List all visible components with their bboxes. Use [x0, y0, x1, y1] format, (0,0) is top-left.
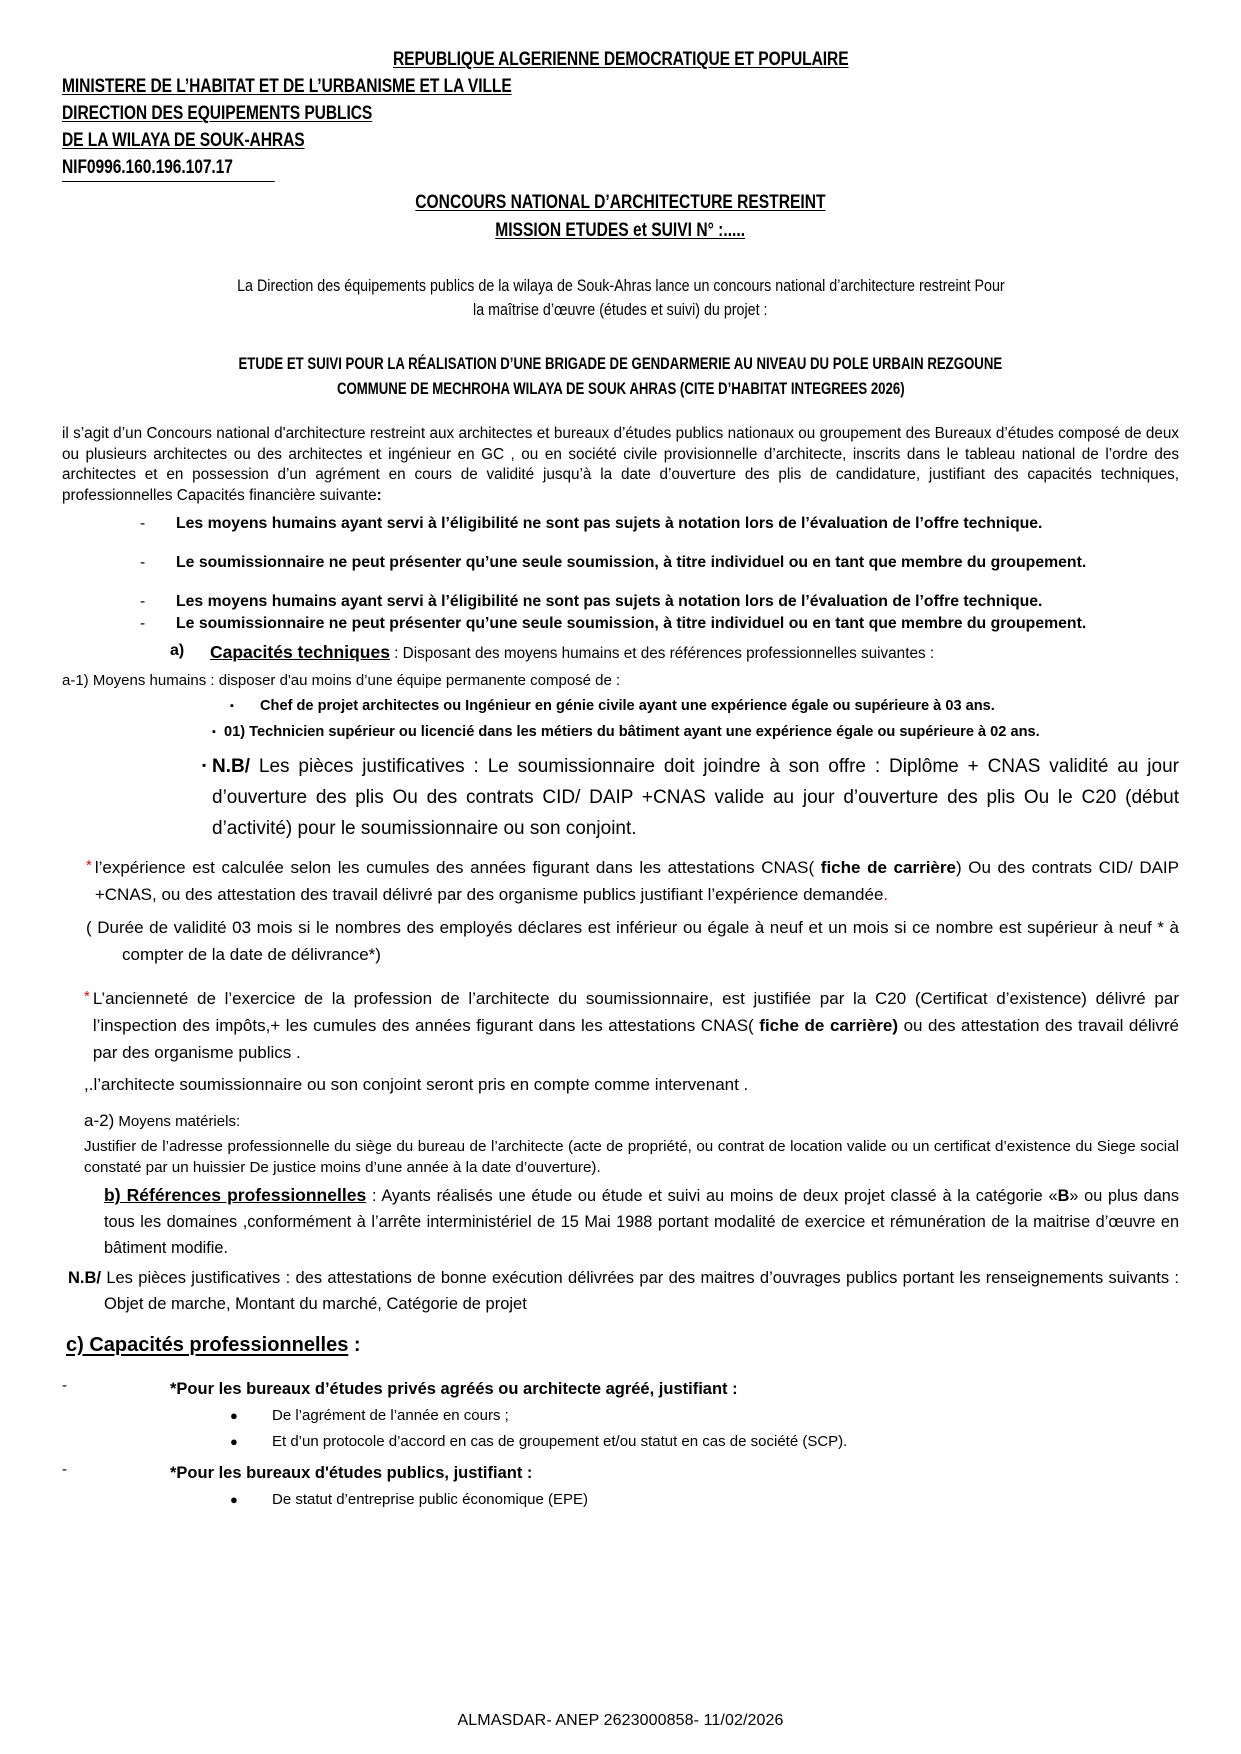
- section-b-part1: : Ayants réalisés une étude ou étude et suivi au moins de deux projet classé à la catégorie «: [366, 1187, 1058, 1205]
- dash-item-text: Les moyens humains ayant servi à l’éligibilité ne sont pas sujets à notation lors de l’évaluation de l’offre technique.: [176, 515, 1043, 532]
- nb-label: N.B/: [212, 756, 250, 777]
- list-item: [140, 513, 1179, 534]
- header-line-nif: [62, 154, 1179, 182]
- project-title-line-2: [62, 377, 1179, 402]
- intro-line-1: [62, 274, 1179, 298]
- note-anciennete-bold: fiche de carrière): [759, 1016, 898, 1035]
- header-line-direction: [62, 100, 1179, 127]
- intro-paragraph: [62, 424, 1179, 506]
- project-title-line-1: [62, 352, 1179, 377]
- note-anciennete-block: [84, 985, 1179, 1066]
- square-bullet-icon: ▪: [212, 726, 216, 738]
- note-experience-part2: ) Ou des contrats CID/ DAIP +CNAS, ou des attestation des travail délivré par des organisme publics justifiant l’expérience demandée: [94, 858, 1179, 904]
- list-item: [230, 1489, 1179, 1511]
- title-concours-text: CONCOURS NATIONAL D’ARCHITECTURE RESTREINT: [415, 191, 826, 213]
- document-header: [62, 46, 1179, 182]
- section-c-heading-text: c) Capacités professionnelles: [66, 1333, 349, 1356]
- intro-paragraph-colon: :: [376, 486, 382, 504]
- section-a2-title: Moyens matériels:: [114, 1113, 241, 1130]
- intro-line-1-text: La Direction des équipements publics de la wilaya de Souk-Ahras lance un concours national d’architecture restreint Pour: [236, 276, 1005, 295]
- header-line-wilaya: [62, 127, 1179, 154]
- project-title-line-2-text: COMMUNE DE MECHROHA WILAYA DE SOUK AHRAS (CITE D’HABITAT INTEGREES 2026): [336, 380, 905, 398]
- list-item: [230, 696, 1179, 717]
- section-a-heading: [170, 642, 1179, 664]
- list-item: [230, 1405, 1179, 1427]
- section-a-marker: a): [170, 642, 185, 659]
- section-a2-text: Justifier de l’adresse professionnelle du siège du bureau de l’architecte (acte de propriété, ou contrat de location valide ou un certificat d’existence du Siege social constaté par un huissier De justice moins d’une année à la date d’ouverture).: [84, 1138, 1179, 1176]
- section-a1-line: a-1) Moyens humains : disposer d'au moins d’une équipe permanente composé de :: [62, 672, 621, 689]
- section-a-rest: : Disposant des moyens humains et des références professionnelles suivantes :: [389, 645, 935, 662]
- note-anciennete-text: [93, 985, 1179, 1066]
- header-line-republic: [62, 46, 1179, 73]
- nb-references-block: [68, 1265, 1179, 1317]
- header-republic-text: REPUBLIQUE ALGERIENNE DEMOCRATIQUE ET POPULAIRE: [392, 48, 849, 70]
- nb-references-text: Les pièces justificatives : des attestations de bonne exécution délivrées par des maitres d’ouvrages publics portant les renseignements suivants : Objet de marche, Montant du marché, Catégorie de projet: [101, 1269, 1179, 1313]
- section-c-colon: :: [348, 1333, 361, 1356]
- dash-item-text: Le soumissionnaire ne peut présenter qu’une seule soumission, à titre individuel ou en tant que membre du groupement.: [176, 554, 1087, 571]
- dash-item-text: Les moyens humains ayant servi à l’éligibilité ne sont pas sujets à notation lors de l’évaluation de l’offre technique.: [176, 593, 1043, 610]
- bullet-text: 01) Technicien supérieur ou licencié dans les métiers du bâtiment ayant une expérience égale ou supérieure à 02 ans.: [224, 724, 1040, 740]
- section-b-text: [104, 1182, 1179, 1261]
- section-c-group-title: *Pour les bureaux d’études privés agréés ou architecte agréé, justifiant :: [170, 1379, 738, 1398]
- nb-technical-text: [212, 751, 1179, 844]
- intro-block: [62, 274, 1179, 322]
- dash-marker: -: [140, 615, 146, 632]
- list-item: [140, 552, 1179, 573]
- section-b-part2: » ou plus dans tous les domaines ,conformément à l’arrête interministériel de 15 Mai 1988 portant modalité de exercice et rémunération de la maitrise d’œuvre en bâtiment modifie.: [104, 1187, 1179, 1257]
- dash-marker: -: [140, 593, 146, 610]
- section-b-heading: b) Références professionnelles: [104, 1185, 367, 1205]
- note-experience-text: [95, 854, 1179, 908]
- bullet-text: De l’agrément de l’année en cours ;: [272, 1406, 509, 1424]
- section-a-title: Capacités techniques: [210, 642, 390, 662]
- competition-title: [62, 188, 1179, 244]
- document-footer: [0, 1712, 1241, 1730]
- note-anciennete-part1: L’ancienneté de l’exercice de la profession de l’architecte du soumissionnaire, est justifiée par la C20 (Certificat d’existence) délivré par l’inspection des impôts,+ les cumules des années figurant dans les attestations CNAS(: [92, 989, 1179, 1035]
- asterisk-marker: *: [86, 857, 92, 874]
- note-duree: [86, 914, 1179, 968]
- header-ministry-text: MINISTERE DE L’HABITAT ET DE L’URBANISME ET LA VILLE: [62, 75, 512, 97]
- note-duree-text: ( Durée de validité 03 mois si le nombres des employés déclares est inférieur ou égale à neuf et un mois si ce nombre est supérieur à neuf * à compter de la date de délivrance*): [86, 918, 1179, 964]
- note-experience-part1: l’expérience est calculée selon les cumules des années figurant dans les attestations CNAS(: [94, 858, 821, 877]
- dash-marker: -: [62, 1376, 67, 1394]
- nif-label: NIF: [62, 156, 87, 178]
- title-line-2: [62, 216, 1179, 244]
- nb-body: Les pièces justificatives : Le soumissionnaire doit joindre à son offre : Diplôme + CNAS validité au jour d’ouverture des plis Ou des contrats CID/ DAIP +CNAS valide au jour d’ouverture des plis Ou le C20 (début d’activité) pour le soumissionnaire ou son conjoint.: [212, 756, 1179, 839]
- nb-references-label: N.B/: [68, 1269, 101, 1287]
- header-wilaya-text: DE LA WILAYA DE SOUK-AHRAS: [62, 129, 305, 151]
- dash-marker: -: [140, 554, 146, 571]
- section-c-group: [62, 1461, 1179, 1485]
- asterisk-marker: *: [84, 988, 90, 1005]
- note-experience-bold: fiche de carrière: [820, 858, 956, 877]
- dash-item-text: Le soumissionnaire ne peut présenter qu’une seule soumission, à titre individuel ou en tant que membre du groupement.: [176, 615, 1087, 632]
- footer-text: ALMASDAR- ANEP 2623000858- 11/02/2026: [457, 1712, 784, 1729]
- bullet-text: De statut d’entreprise public économique (EPE): [272, 1490, 588, 1508]
- document-body: [62, 424, 1179, 1511]
- dash-marker: -: [140, 515, 146, 532]
- intro-line-2: [62, 298, 1179, 322]
- header-direction-text: DIRECTION DES EQUIPEMENTS PUBLICS: [62, 102, 373, 124]
- note-conjoint: ,.l’architecte soumissionnaire ou son conjoint seront pris en compte comme intervenant .: [84, 1075, 749, 1094]
- circle-bullet-icon: ●: [230, 1491, 238, 1507]
- header-line-ministry: [62, 73, 1179, 100]
- bullet-text: Chef de projet architectes ou Ingénieur en génie civile ayant une expérience égale ou supérieure à 03 ans.: [260, 698, 995, 714]
- section-c-group-title: *Pour les bureaux d'études publics, justifiant :: [170, 1463, 533, 1482]
- title-line-1: [62, 188, 1179, 216]
- section-a-heading-text: [210, 642, 1179, 664]
- section-a2-heading: [84, 1108, 1179, 1134]
- square-bullet-icon: ▪: [230, 700, 234, 712]
- bullet-text: Et d’un protocole d’accord en cas de groupement et/ou statut en cas de société (SCP).: [272, 1432, 848, 1450]
- header-nif-wrap: [62, 154, 274, 182]
- note-anciennete-part2: ou des attestation des travail délivré par des organisme publics .: [92, 1016, 1180, 1062]
- project-title-line-1-text: ETUDE ET SUIVI POUR LA RÉALISATION D’UNE BRIGADE DE GENDARMERIE AU NIVEAU DU POLE URBAIN REZGOUNE: [238, 355, 1003, 373]
- section-c-group: [62, 1377, 1179, 1401]
- section-a2-label: a-2): [84, 1111, 115, 1130]
- intro-paragraph-text: il s’agit d’un Concours national d'architecture restreint aux architectes et bureaux d’études publics nationaux ou groupement des Bureaux d’études composé de deux ou plusieurs architectes ou des architectes et ingénieur en GC , ou en société civile provisionnelle d’architecte, inscrits dans le tableau national de l’ordre des architectes et en possession d’un agrément en cours de validité jusqu’à la date d’ouverture des plis de candidature, justifiant des capacités techniques, professionnelles Capacités financière suivante: [62, 425, 1179, 504]
- nb-technical-block: [202, 751, 1179, 844]
- dash-marker: -: [62, 1460, 67, 1478]
- list-item: [140, 613, 1179, 634]
- title-mission-text: MISSION ETUDES et SUIVI N° :.....: [495, 219, 746, 241]
- intro-line-2-text: la maîtrise d’œuvre (études et suivi) du projet :: [473, 300, 768, 319]
- circle-bullet-icon: ●: [230, 1407, 238, 1423]
- note-experience-period: .: [883, 885, 889, 904]
- project-title-block: [62, 352, 1179, 402]
- list-item: [230, 1431, 1179, 1453]
- note-experience-block: [86, 854, 1179, 908]
- square-bullet-icon: ▪: [202, 758, 207, 772]
- section-b-category: B: [1057, 1187, 1070, 1205]
- circle-bullet-icon: ●: [230, 1433, 238, 1449]
- list-item: [212, 722, 1179, 743]
- section-c-heading: [66, 1334, 1179, 1357]
- section-b-block: [104, 1182, 1179, 1261]
- list-item: [140, 591, 1179, 612]
- nif-value: 0996.160.196.107.17: [86, 156, 233, 178]
